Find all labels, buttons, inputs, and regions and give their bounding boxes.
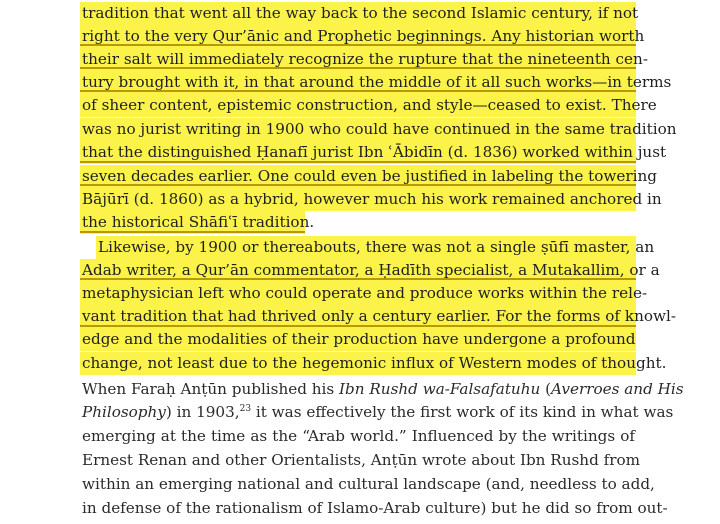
text-line: tury brought with it, in that around the middle of it all such works—in terms <box>82 73 672 91</box>
text-line: in defense of the rationalism of Islamo-Arab culture) but he did so from out- <box>82 499 668 517</box>
text-line: change, not least due to the hegemonic influx of Western modes of thought. <box>82 354 667 372</box>
text-line: was no jurist writing in 1900 who could have continued in the same tradition <box>82 120 677 138</box>
text-line: When Faraḥ Anṭūn published his Ibn Rushd wa-Falsafatuhu (Averroes and His <box>82 380 684 398</box>
text-line: within an emerging national and cultural landscape (and, needless to add, <box>82 475 655 493</box>
footnote-marker[interactable]: 23 <box>239 403 252 414</box>
text-line: seven decades earlier. One could even be justified in labeling the towering <box>82 167 658 185</box>
text-line: edge and the modalities of their production have undergone a profound <box>82 330 636 348</box>
paragraph-first-line: Likewise, by 1900 or thereabouts, there was not a single ṣūfī master, an <box>98 238 655 256</box>
text-line: right to the very Qur’ānic and Prophetic beginnings. Any historian worth <box>82 27 645 45</box>
text-line: Bājūrī (d. 1860) as a hybrid, however much his work remained anchored in <box>82 190 662 208</box>
text-line: tradition that went all the way back to the second Islamic century, if not <box>82 4 639 22</box>
text-line: that the distinguished Ḥanafī jurist Ibn ʿĀbidīn (d. 1836) worked within just <box>82 143 667 161</box>
text-line: Ernest Renan and other Orientalists, Anṭūn wrote about Ibn Rushd from <box>82 451 641 469</box>
text-line: of sheer content, epistemic construction, and style—ceased to exist. There <box>82 96 657 114</box>
text-line: their salt will immediately recognize the rupture that the nineteenth cen- <box>82 50 648 68</box>
text-line: the historical Shāfiʿī tradition. <box>82 213 315 231</box>
text-line: metaphysician left who could operate and produce works within the rele- <box>82 284 648 302</box>
text-line: Philosophy) in 1903,23 it was effectively the first work of its kind in what was <box>82 403 674 421</box>
text-line: Adab writer, a Qur’ān commentator, a Ḥadīth specialist, a Mutakallim, or a <box>82 261 660 279</box>
text-line: emerging at the time as the “Arab world.” Influenced by the writings of <box>82 427 635 445</box>
text-line: vant tradition that had thrived only a century earlier. For the forms of knowl- <box>82 307 676 325</box>
